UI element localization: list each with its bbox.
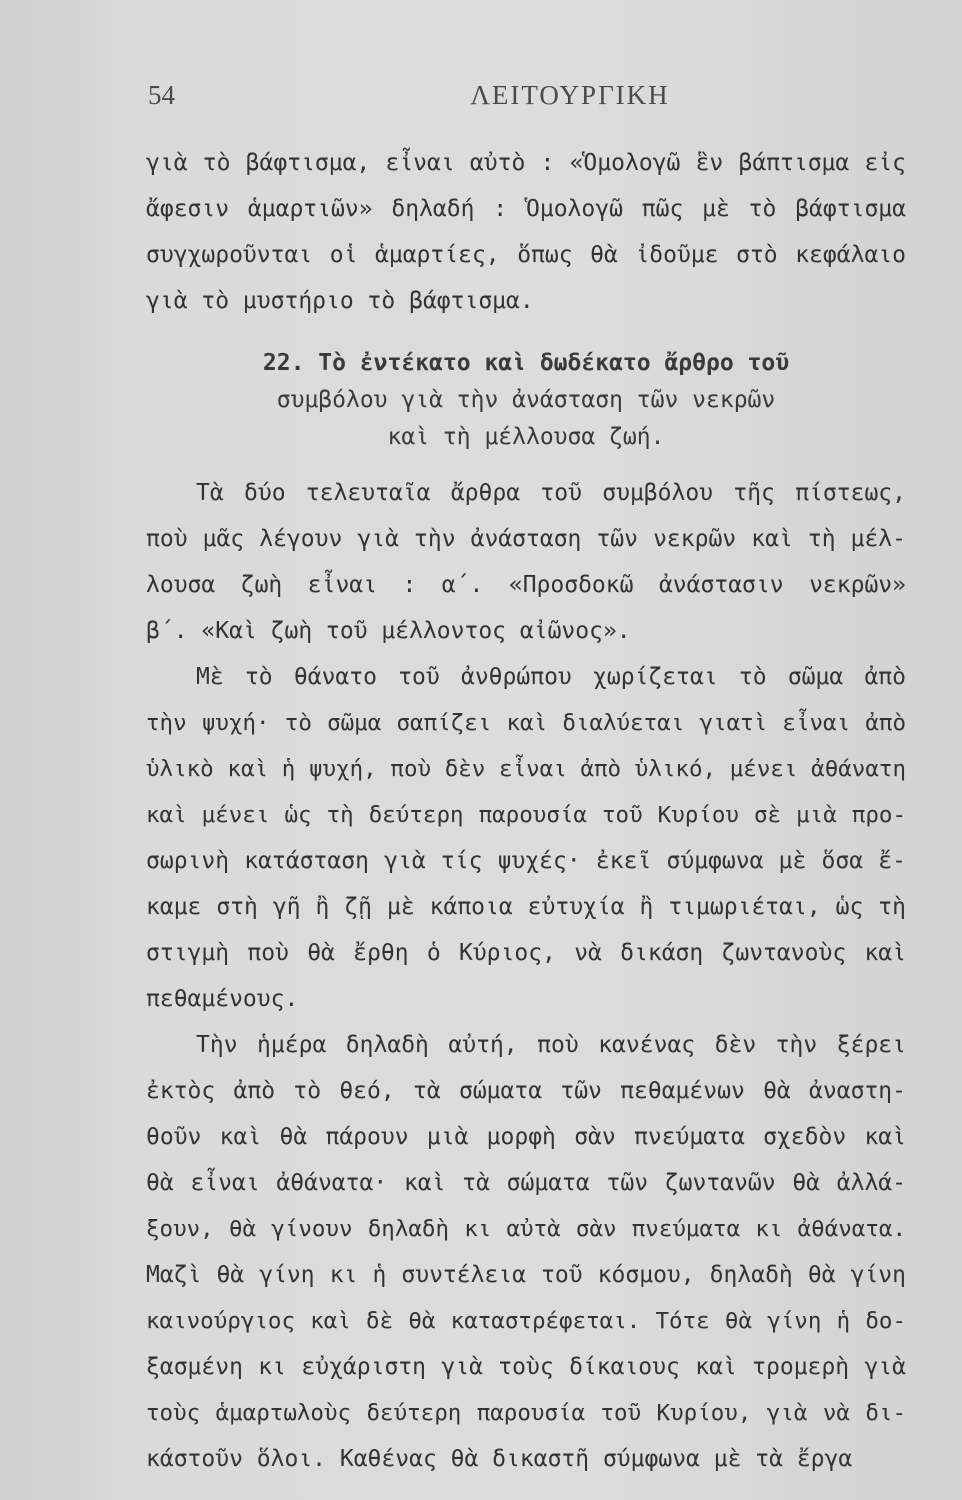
text-line: γιὰ τὸ μυστήριο τὸ βάφτισμα. [146,288,534,314]
text-line: θὰ εἶναι ἀθάνατα· καὶ τὰ σώματα τῶν ζωντανῶν θὰ ἀλλά- [146,1170,906,1196]
text-line: καὶ μένει ὡς τὴ δεύτερη παρουσία τοῦ Κυρίου σὲ μιὰ προ- [146,802,906,828]
text-line: ὑλικὸ καὶ ἡ ψυχή, ποὺ δὲν εἶναι ἀπὸ ὑλικό, μένει ἀθάνατη [146,756,906,782]
text-line: β΄. «Καὶ ζωὴ τοῦ μέλλοντος αἰῶνος». [146,618,631,644]
running-head [148,80,892,120]
text-line: λουσα ζωὴ εἶναι : α΄. «Προσδοκῶ ἀνάστασιν νεκρῶν» [146,572,906,598]
text-line: γιὰ τὸ βάφτισμα, εἶναι αὐτὸ : «Ὁμολογῶ ἓν βάπτισμα εἰς [146,150,906,176]
running-title: ΛΕΙΤΟΥΡΓΙΚΗ [470,80,670,110]
text-line: ποὺ μᾶς λέγουν γιὰ τὴν ἀνάσταση τῶν νεκρῶν καὶ τὴ μέλ- [146,526,906,552]
text-line: Τὰ δύο τελευταῖα ἄρθρα τοῦ συμβόλου τῆς πίστεως, [196,480,906,506]
text-line: τὴν ψυχή· τὸ σῶμα σαπίζει καὶ διαλύεται γιατὶ εἶναι ἀπὸ [146,710,906,736]
text-line: στιγμὴ ποὺ θὰ ἔρθη ὁ Κύριος, νὰ δικάση ζωντανοὺς καὶ [146,940,906,966]
heading-line: συμβόλου γιὰ τὴν ἀνάσταση τῶν νεκρῶν [276,387,776,413]
text-line: Μὲ τὸ θάνατο τοῦ ἀνθρώπου χωρίζεται τὸ σῶμα ἀπὸ [196,664,906,690]
text-line: Τὴν ἡμέρα δηλαδὴ αὐτή, ποὺ κανένας δὲν τὴν ξέρει [196,1032,906,1058]
page-number: 54 [148,80,175,110]
text-line: ξουν, θὰ γίνουν δηλαδὴ κι αὐτὰ σὰν πνεύματα κι ἀθάνατα. [146,1216,906,1242]
text-line: ἄφεσιν ἁμαρτιῶν» δηλαδή : Ὁμολογῶ πῶς μὲ τὸ βάφτισμα [146,196,906,222]
heading-line: καὶ τὴ μέλλουσα ζωή. [387,424,665,450]
text-line: Μαζὶ θὰ γίνη κι ἡ συντέλεια τοῦ κόσμου, δηλαδὴ θὰ γίνη [146,1262,906,1288]
intro-paragraph [146,140,906,324]
body-text [146,470,906,1482]
section-heading [146,345,906,456]
text-line: ξασμένη κι εὐχάριστη γιὰ τοὺς δίκαιους καὶ τρομερὴ γιὰ [146,1354,906,1380]
text-line: πεθαμένους. [146,986,299,1012]
heading-line: 22. Τὸ ἐντέκατο καὶ δωδέκατο ἄρθρο τοῦ [262,350,790,376]
text-line: τοὺς ἁμαρτωλοὺς δεύτερη παρουσία τοῦ Κυρίου, γιὰ νὰ δι- [146,1400,906,1426]
text-line: ἐκτὸς ἀπὸ τὸ θεό, τὰ σώματα τῶν πεθαμένων θὰ ἀναστη- [146,1078,906,1104]
text-line: θοῦν καὶ θὰ πάρουν μιὰ μορφὴ σὰν πνεύματα σχεδὸν καὶ [146,1124,906,1150]
text-line: καινούργιος καὶ δὲ θὰ καταστρέφεται. Τότε θὰ γίνη ἡ δο- [146,1308,906,1334]
text-line: καμε στὴ γῆ ἢ ζῇ μὲ κάποια εὐτυχία ἢ τιμωριέται, ὡς τὴ [146,894,906,920]
text-line: κάστοῦν ὅλοι. Καθένας θὰ δικαστῆ σύμφωνα μὲ τὰ ἔργα [146,1446,853,1472]
text-line: συγχωροῦνται οἱ ἁμαρτίες, ὅπως θὰ ἰδοῦμε στὸ κεφάλαιο [146,242,906,268]
text-line: σωρινὴ κατάσταση γιὰ τίς ψυχές· ἐκεῖ σύμφωνα μὲ ὅσα ἔ- [146,848,906,874]
